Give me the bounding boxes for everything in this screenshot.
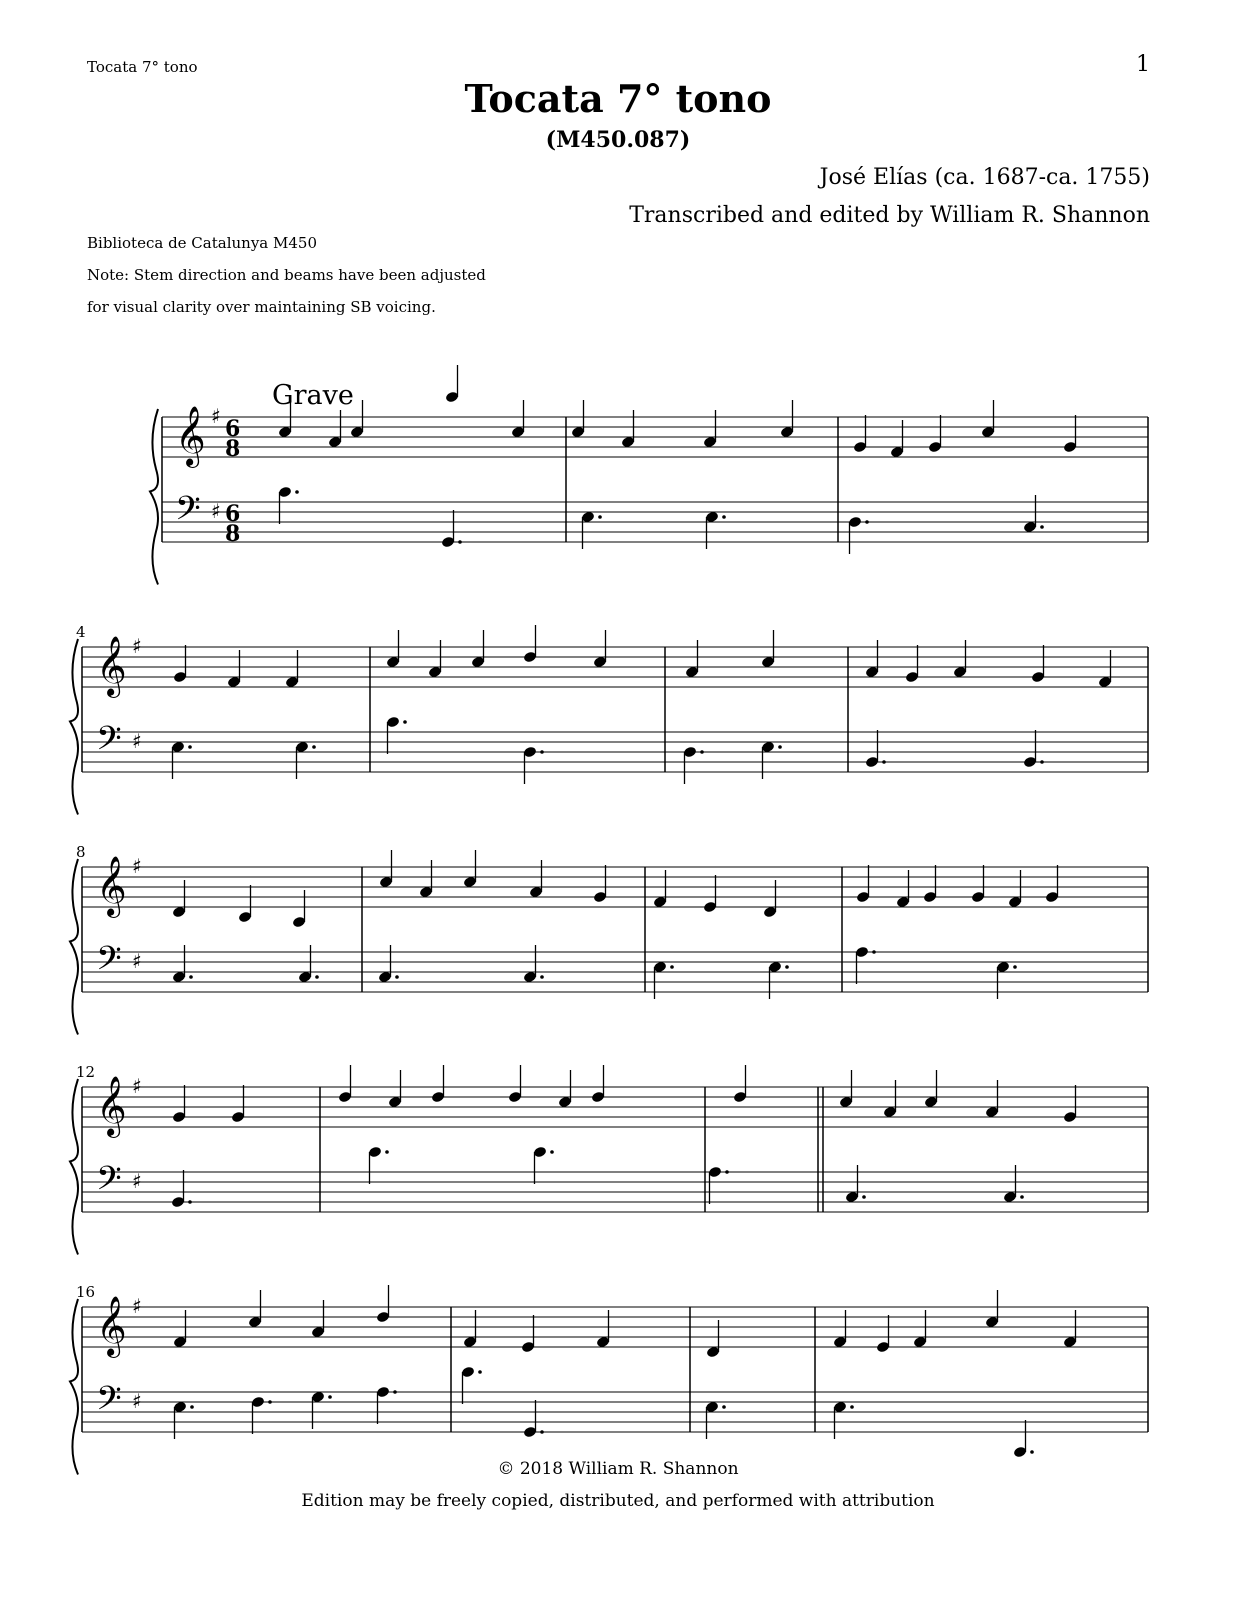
augmentation-dot bbox=[1040, 760, 1044, 764]
augmentation-dot bbox=[385, 1150, 389, 1154]
augmentation-dot bbox=[865, 520, 869, 524]
augmentation-dot bbox=[1040, 525, 1044, 529]
time-signature-top: 6 bbox=[225, 416, 241, 442]
tempo-marking: Grave bbox=[272, 380, 354, 411]
bass-clef: 𝄢 bbox=[96, 1160, 122, 1206]
key-signature-sharp: ♯ bbox=[132, 729, 142, 753]
augmentation-dot bbox=[550, 1150, 554, 1154]
augmentation-dot bbox=[722, 1405, 726, 1409]
augmentation-dot bbox=[850, 1405, 854, 1409]
system-brace bbox=[70, 1299, 78, 1475]
treble-clef: 𝄞 bbox=[96, 1296, 127, 1356]
bass-clef: 𝄢 bbox=[175, 490, 201, 536]
augmentation-dot bbox=[393, 1390, 397, 1394]
augmentation-dot bbox=[862, 1195, 866, 1199]
source-note: Biblioteca de Catalunya M450 bbox=[87, 234, 317, 252]
treble-clef: 𝄞 bbox=[175, 406, 206, 466]
augmentation-dot bbox=[872, 950, 876, 954]
treble-clef: 𝄞 bbox=[96, 856, 127, 916]
key-signature-sharp: ♯ bbox=[211, 404, 221, 428]
editorial-note-line-1: Note: Stem direction and beams have been adjusted bbox=[87, 266, 486, 284]
key-signature-sharp: ♯ bbox=[211, 499, 221, 523]
composer: José Elías (ca. 1687-ca. 1755) bbox=[819, 165, 1150, 190]
time-signature-top: 6 bbox=[225, 501, 241, 527]
augmentation-dot bbox=[1013, 965, 1017, 969]
augmentation-dot bbox=[598, 515, 602, 519]
key-signature-sharp: ♯ bbox=[132, 1294, 142, 1318]
editor-credit: Transcribed and edited by William R. Shannon bbox=[629, 203, 1150, 228]
running-header: Tocata 7° tono bbox=[87, 58, 198, 76]
augmentation-dot bbox=[478, 1370, 482, 1374]
augmentation-dot bbox=[458, 540, 462, 544]
augmentation-dot bbox=[328, 1395, 332, 1399]
measure-number: 8 bbox=[76, 843, 86, 861]
augmentation-dot bbox=[540, 750, 544, 754]
bass-clef: 𝄢 bbox=[96, 1380, 122, 1426]
system-brace bbox=[150, 409, 158, 585]
augmentation-dot bbox=[188, 745, 192, 749]
key-signature-sharp: ♯ bbox=[132, 854, 142, 878]
augmentation-dot bbox=[295, 490, 299, 494]
augmentation-dot bbox=[1030, 1450, 1034, 1454]
time-signature-bottom: 8 bbox=[225, 436, 241, 462]
key-signature-sharp: ♯ bbox=[132, 1169, 142, 1193]
page-number: 1 bbox=[1136, 52, 1150, 77]
time-signature-bottom: 8 bbox=[225, 521, 241, 547]
treble-clef: 𝄞 bbox=[96, 636, 127, 696]
augmentation-dot bbox=[190, 1405, 194, 1409]
measure-number: 16 bbox=[76, 1283, 96, 1301]
augmentation-dot bbox=[540, 1430, 544, 1434]
measure-number: 4 bbox=[76, 623, 86, 641]
copyright: © 2018 William R. Shannon bbox=[497, 1459, 739, 1479]
augmentation-dot bbox=[268, 1400, 272, 1404]
augmentation-dot bbox=[188, 1200, 192, 1204]
augmentation-dot bbox=[189, 975, 193, 979]
key-signature-sharp: ♯ bbox=[132, 949, 142, 973]
augmentation-dot bbox=[700, 750, 704, 754]
augmentation-dot bbox=[670, 965, 674, 969]
system-brace bbox=[70, 639, 78, 815]
augmentation-dot bbox=[725, 1170, 729, 1174]
augmentation-dot bbox=[722, 515, 726, 519]
augmentation-dot bbox=[1020, 1195, 1024, 1199]
key-signature-sharp: ♯ bbox=[132, 1074, 142, 1098]
bass-clef: 𝄢 bbox=[96, 720, 122, 766]
catalog-number: (M450.087) bbox=[545, 127, 691, 153]
key-signature-sharp: ♯ bbox=[132, 1389, 142, 1413]
system-brace bbox=[70, 859, 78, 1035]
augmentation-dot bbox=[403, 720, 407, 724]
piece-title: Tocata 7° tono bbox=[464, 76, 772, 121]
augmentation-dot bbox=[395, 975, 399, 979]
augmentation-dot bbox=[778, 745, 782, 749]
editorial-note-line-2: for visual clarity over maintaining SB voicing. bbox=[87, 298, 436, 316]
measure-number: 12 bbox=[76, 1063, 96, 1081]
license-note: Edition may be freely copied, distributed, and performed with attribution bbox=[301, 1491, 935, 1511]
augmentation-dot bbox=[312, 745, 316, 749]
system-brace bbox=[70, 1079, 78, 1255]
augmentation-dot bbox=[540, 975, 544, 979]
treble-clef: 𝄞 bbox=[96, 1076, 127, 1136]
bass-clef: 𝄢 bbox=[96, 940, 122, 986]
augmentation-dot bbox=[882, 760, 886, 764]
key-signature-sharp: ♯ bbox=[132, 634, 142, 658]
augmentation-dot bbox=[315, 975, 319, 979]
augmentation-dot bbox=[785, 965, 789, 969]
